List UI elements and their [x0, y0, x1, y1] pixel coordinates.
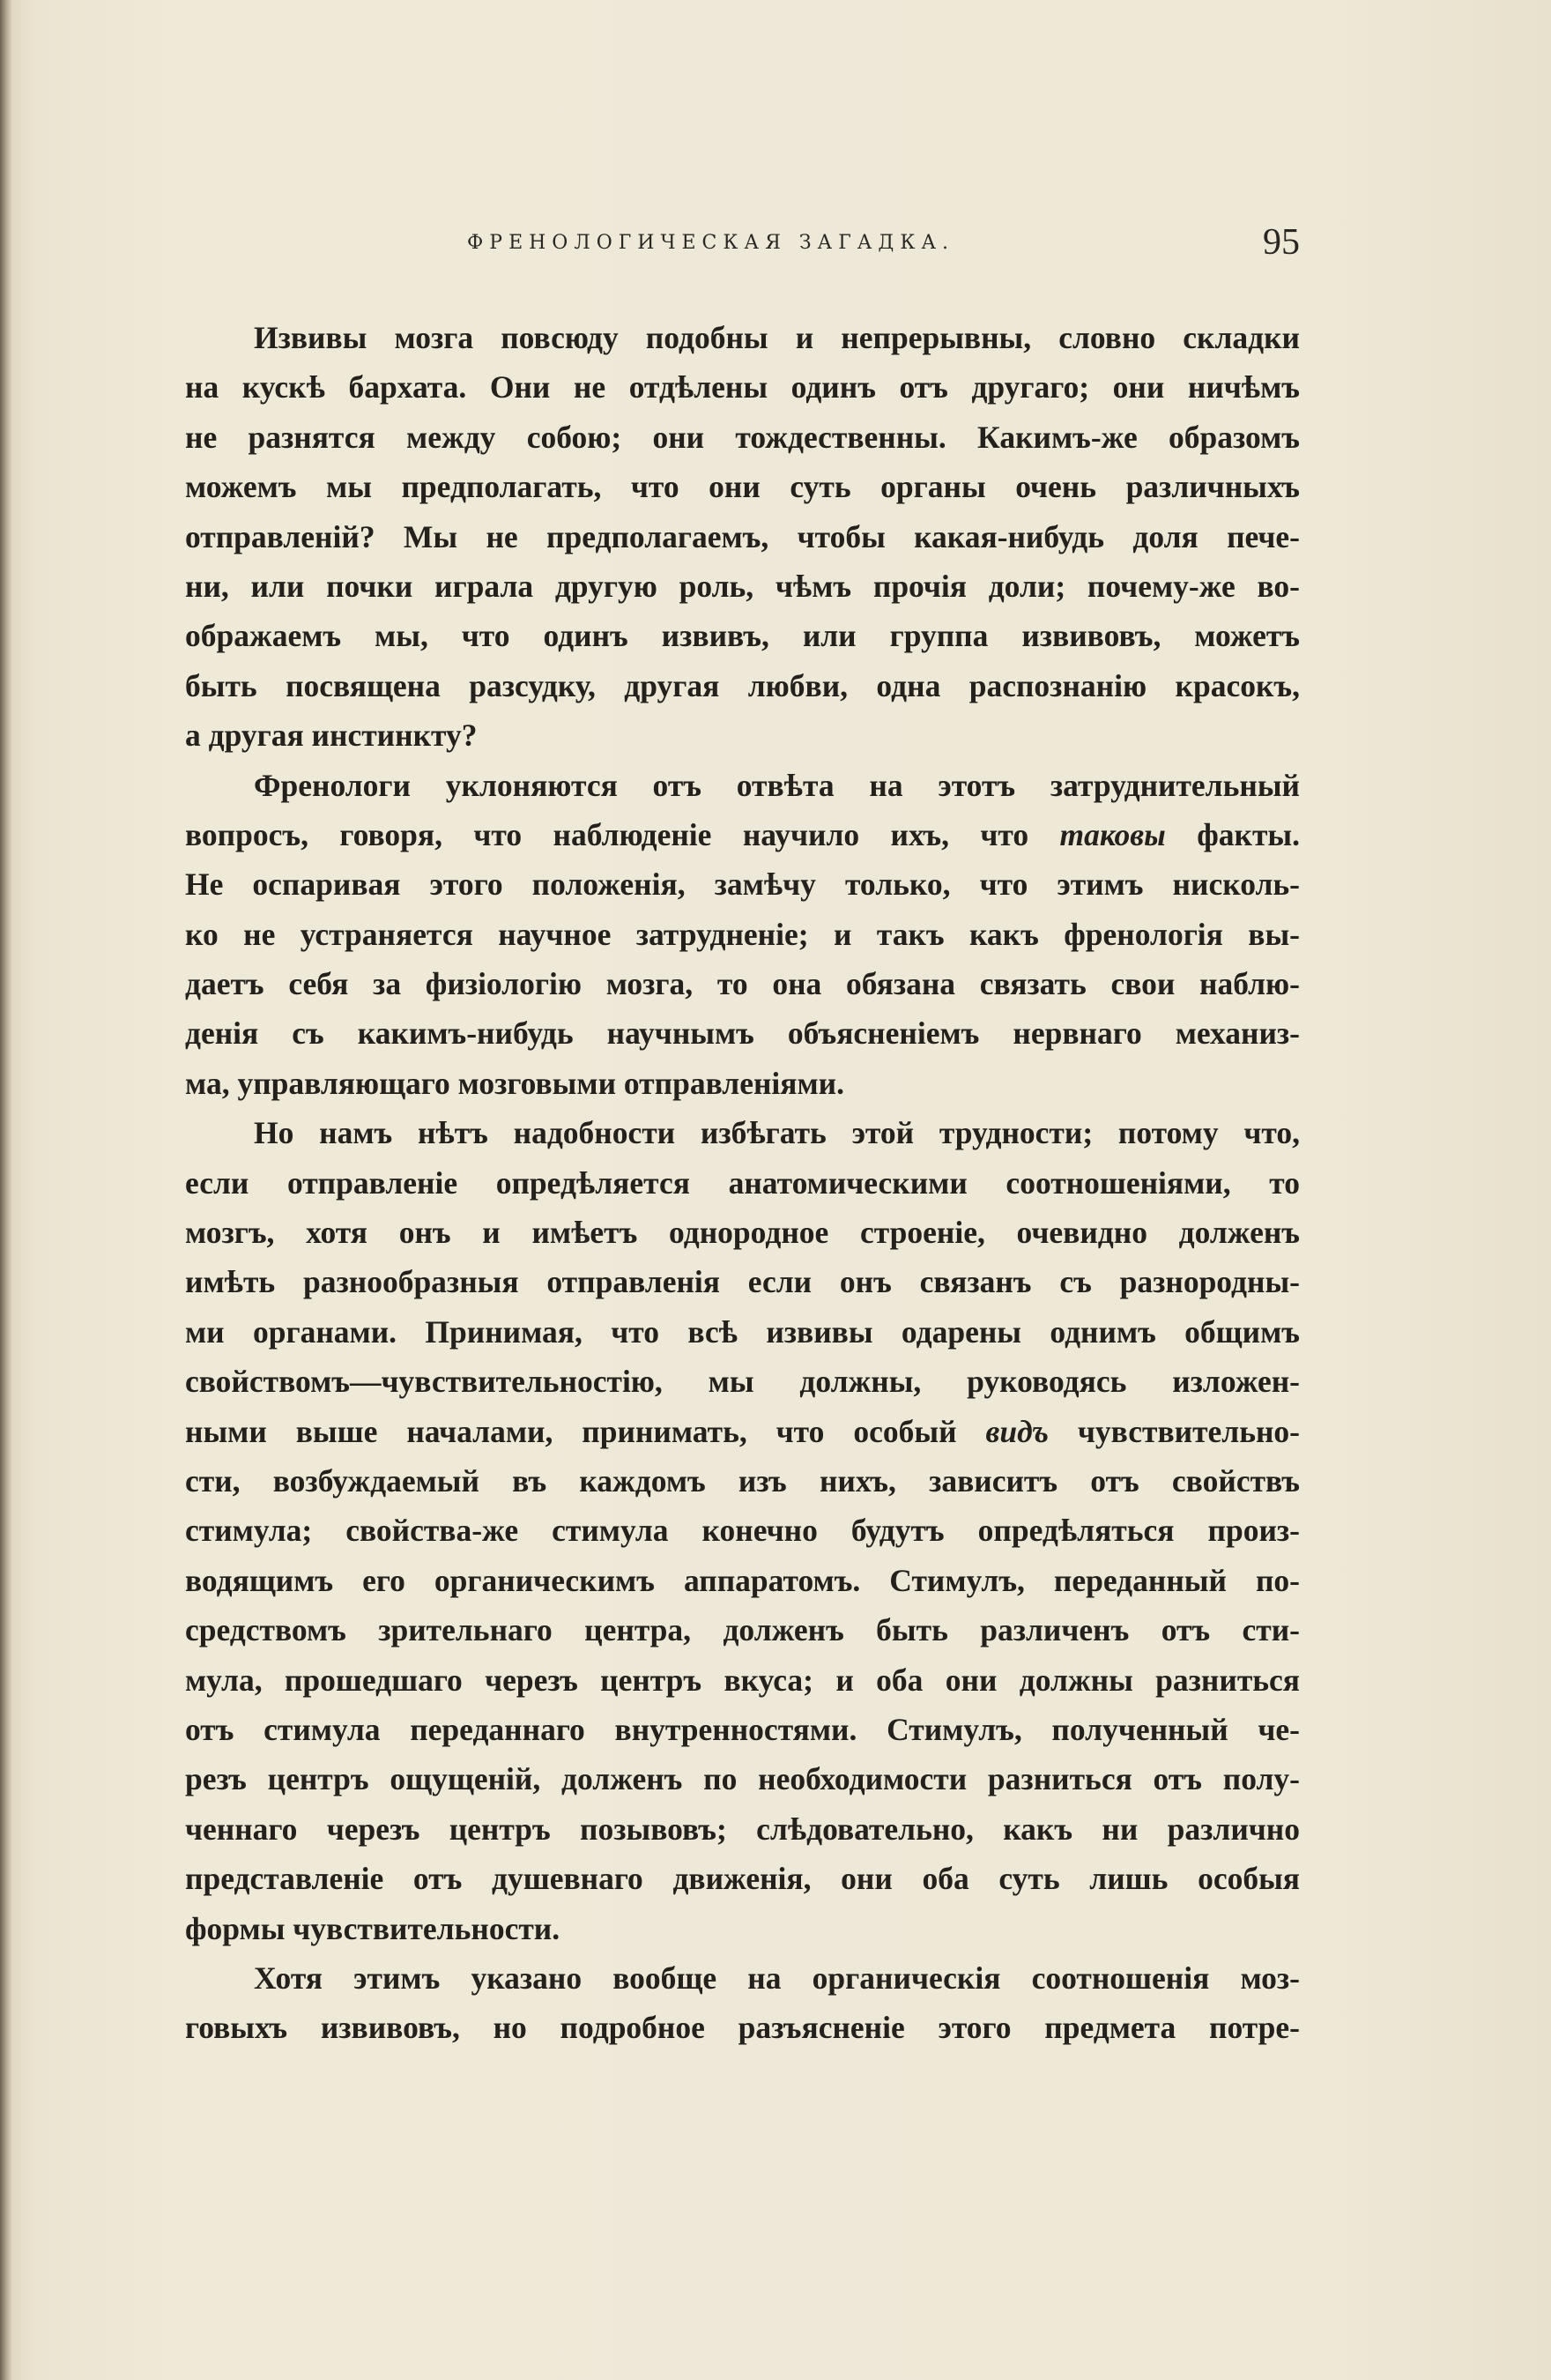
text-line: Хотя этимъ указано вообще на органическія соотношенія моз- — [254, 1960, 1300, 1996]
text-segment: факты. — [1197, 816, 1300, 852]
text-line: имѣть разнообразныя отправленія если онъ связанъ съ разнородны- — [185, 1264, 1300, 1300]
text-segment: ными выше началами, принимать, что особый — [185, 1413, 957, 1449]
text-line: даетъ себя за физіологію мозга, то она обязана связать свои наблю- — [185, 966, 1300, 1002]
text-line: средствомъ зрительнаго центра, долженъ быть различенъ отъ сти- — [185, 1612, 1300, 1648]
text-line: сти, возбуждаемый въ каждомъ изъ нихъ, зависитъ отъ свойствъ — [185, 1462, 1300, 1499]
italic-word: таковы — [1059, 816, 1166, 852]
text-line: Френологи уклоняются отъ отвѣта на этотъ затруднительный — [254, 767, 1300, 803]
text-line: свойствомъ—чувствительностію, мы должны, руководясь изложен- — [185, 1364, 1300, 1400]
text-line: на кускѣ бархата. Они не отдѣлены одинъ отъ другаго; они ничѣмъ — [185, 369, 1300, 405]
text-line: отъ стимула переданнаго внутренностями. Стимулъ, полученный че- — [185, 1711, 1300, 1747]
text-line: резъ центръ ощущеній, долженъ по необходимости разниться отъ полу- — [185, 1761, 1300, 1797]
text-line: ма, управляющаго мозговыми отправленіями. — [185, 1065, 844, 1101]
text-line: формы чувствительности. — [185, 1910, 560, 1946]
text-segment: вопросъ, говоря, что наблюденіе научило ихъ, что — [185, 816, 1029, 852]
book-spine-shadow — [0, 0, 12, 2380]
text-line: мозгъ, хотя онъ и имѣетъ однородное строеніе, очевидно долженъ — [185, 1215, 1300, 1251]
text-line: можемъ мы предполагать, что они суть органы очень различныхъ — [185, 469, 1300, 505]
paragraph-1 — [185, 313, 1300, 761]
text-line-with-italic — [185, 810, 1300, 859]
running-title: ФРЕНОЛОГИЧЕСКАЯ ЗАГАДКА. — [467, 232, 954, 254]
paragraph-4 — [185, 1953, 1300, 2053]
text-line: а другая инстинкту? — [185, 718, 478, 754]
text-line: водящимъ его органическимъ аппаратомъ. Стимулъ, переданный по- — [185, 1562, 1300, 1598]
text-line: мула, прошедшаго черезъ центръ вкуса; и оба они должны разниться — [185, 1662, 1300, 1698]
text-line: Извивы мозга повсюду подобны и непрерывны, словно складки — [254, 320, 1300, 355]
text-line: если отправленіе опредѣляется анатомическими соотношеніями, то — [185, 1164, 1300, 1201]
text-line: денія съ какимъ-нибудь научнымъ объясненіемъ нервнаго механиз- — [185, 1015, 1300, 1052]
text-line: ченнаго черезъ центръ позывовъ; слѣдовательно, какъ ни различно — [185, 1811, 1300, 1847]
text-segment: чувствительно- — [1077, 1413, 1300, 1449]
text-line: не разнятся между собою; они тождественны. Какимъ-же образомъ — [185, 419, 1300, 455]
body-text — [185, 313, 1300, 2053]
text-line-with-italic — [185, 1407, 1300, 1456]
italic-word: видъ — [985, 1413, 1049, 1449]
text-line: ображаемъ мы, что одинъ извивъ, или группа извивовъ, можетъ — [185, 618, 1300, 654]
text-line: Но намъ нѣтъ надобности избѣгать этой трудности; потому что, — [254, 1115, 1300, 1151]
text-line: отправленій? Мы не предполагаемъ, чтобы какая-нибудь доля пече- — [185, 518, 1300, 554]
text-line: быть посвящена разсудку, другая любви, одна распознанію красокъ, — [185, 667, 1300, 703]
text-line: стимула; свойства-же стимула конечно будутъ опредѣляться произ- — [185, 1513, 1300, 1549]
text-line: ко не устраняется научное затрудненіе; и такъ какъ френологія вы- — [185, 916, 1300, 952]
text-line: Не оспаривая этого положенія, замѣчу только, что этимъ нисколь- — [185, 866, 1300, 903]
text-line: представленіе отъ душевнаго движенія, они оба суть лишь особыя — [185, 1861, 1300, 1897]
page-number: 95 — [1263, 222, 1300, 263]
text-line: говыхъ извивовъ, но подробное разъясненіе этого предмета потре- — [185, 2010, 1300, 2046]
paragraph-2 — [185, 761, 1300, 1109]
page-header — [185, 222, 1300, 269]
text-line: ми органами. Принимая, что всѣ извивы одарены однимъ общимъ — [185, 1313, 1300, 1350]
paragraph-3 — [185, 1108, 1300, 1953]
text-line: ни, или почки играла другую роль, чѣмъ прочія доли; почему-же во- — [185, 568, 1300, 604]
